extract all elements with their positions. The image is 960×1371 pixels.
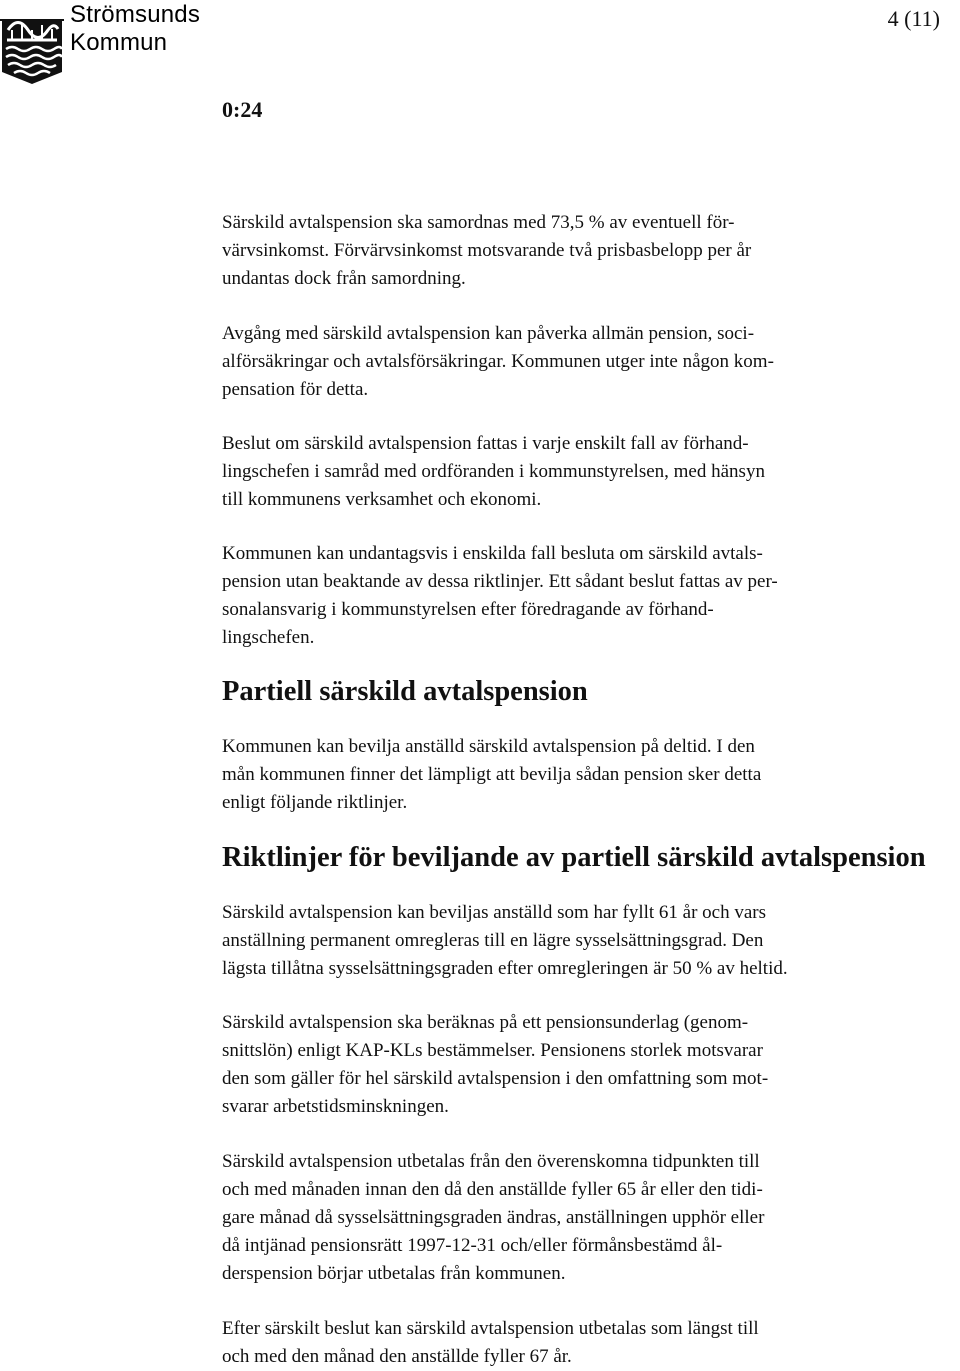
paragraph-spacer [222,817,947,844]
section-heading-guidelines: Riktlinjer för beviljande av partiell särskild avtalspension [222,842,926,873]
page-number: 4 (11) [887,6,940,31]
paragraph-spacer [222,514,947,540]
logo-text [70,1,200,57]
paragraph-part-time: Kommunen kan bevilja anställd särskild avtalspension på deltid. I den mån kommunen finner det lämpligt att bevilja sådan pension sker detta enligt följande riktlinjer. [222,736,762,813]
bridge-logo-icon [0,2,64,86]
paragraph-pension-effects: Avgång med särskild avtalspension kan påverka allmän pension, soci- alförsäkringar och avtalsförsäkringar. Kommunen utger inte någon kom- pensation för detta. [222,323,774,400]
paragraph-coordination: Särskild avtalspension ska samordnas med 73,5 % av eventuell för- värvsinkomst. Förvärvsinkomst motsvarande två prisbasbelopp per år undantas dock från samordning. [222,212,752,289]
paragraph-spacer [222,293,947,320]
section-heading-partial-pension: Partiell särskild avtalspension [222,676,588,707]
page-header [0,0,960,90]
paragraph-maximum-age: Efter särskilt beslut kan särskild avtalspension utbetalas som längst till och med den månad den anställde fyller 67 år. [222,1318,759,1367]
paragraph-spacer [222,706,947,733]
paragraph-spacer [222,1288,947,1315]
paragraph-calculation: Särskild avtalspension ska beräknas på ett pensionsunderlag (genom- snittslön) enligt KAP-KLs bestämmelser. Pensionens storlek motsvarar den som gäller för hel särskild avtalspension i den omfattning som mot- svarar arbetstidsminskningen. [222,1012,769,1117]
paragraph-decision: Beslut om särskild avtalspension fattas i varje enskilt fall av förhand- lingschefen i samråd med ordföranden i kommunstyrelsen, med hänsyn till kommunens verksamhet och ekonomi. [222,433,765,510]
municipality-logo [0,0,210,88]
paragraph-spacer [222,1121,947,1148]
paragraph-payment-period: Särskild avtalspension utbetalas från den överenskomna tidpunkten till och med månaden innan den då den anställde fyller 65 år eller den tidi- gare månad då sysselsättningsgraden ändras, anställningen upphör eller då intjänad pensionsrätt 1997-12-31 och/eller förmånsbestämd ål- derspension börjar utbetalas från kommunen. [222,1151,765,1284]
logo-line-2: Kommun [70,29,168,56]
paragraph-spacer [222,872,947,899]
logo-line-1: Strömsunds [70,1,201,28]
paragraph-exception: Kommunen kan undantagsvis i enskilda fall besluta om särskild avtals- pension utan beaktande av dessa riktlinjer. Ett sådant beslut fattas av per- sonalansvarig i kommunstyrelsen efter föredragande av förhand- lingschefen. [222,543,778,648]
paragraph-spacer [222,983,947,1009]
paragraph-eligibility: Särskild avtalspension kan beviljas anställd som har fyllt 61 år och vars anställning permanent omregleras till en lägre sysselsättningsgrad. Den lägsta tillåtna sysselsättningsgraden efter omregleringen är 50 % av heltid. [222,902,788,979]
document-content [222,209,947,1371]
paragraph-spacer [222,404,947,430]
paragraph-spacer [222,652,947,678]
document-number: 0:24 [222,97,263,122]
